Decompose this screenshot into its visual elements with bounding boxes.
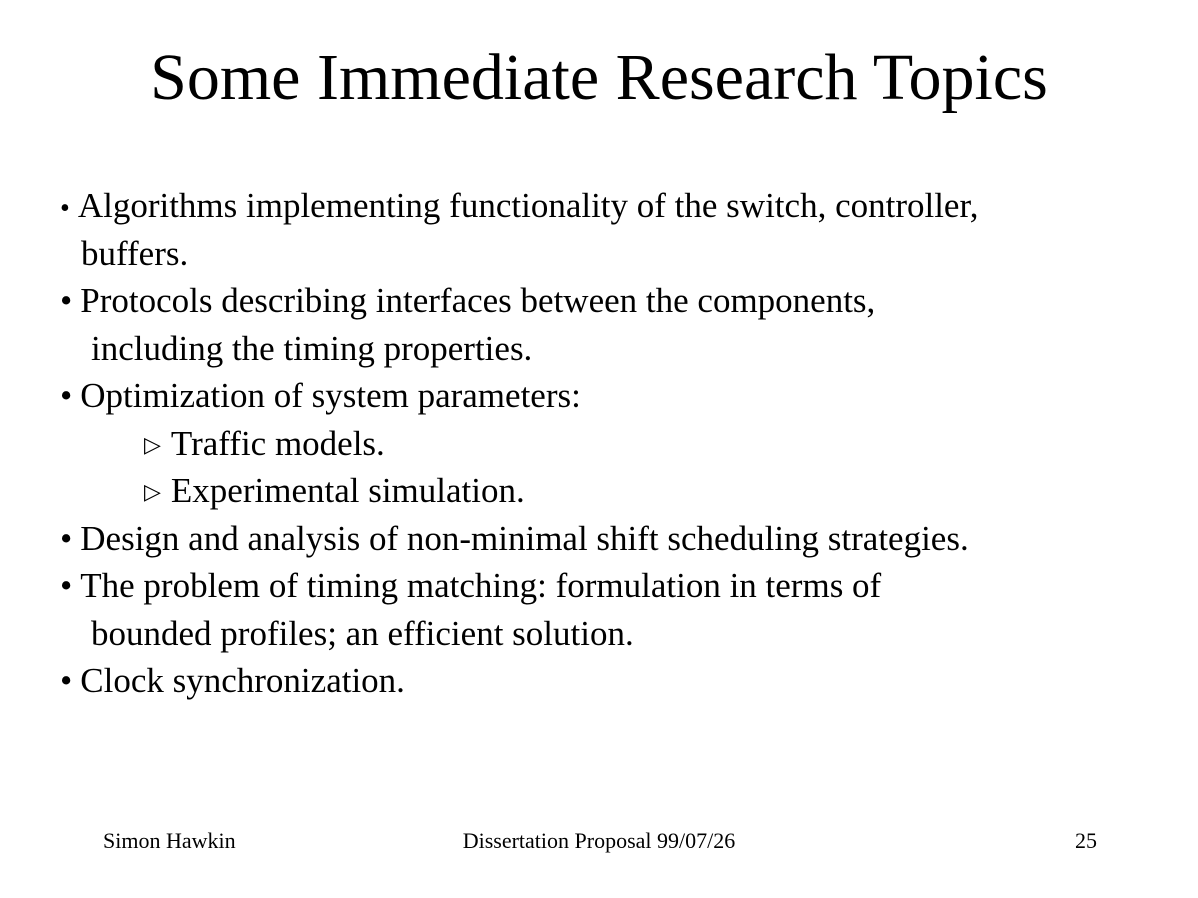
bullet-item-optimization (60, 372, 1170, 420)
bullet-text: Optimization of system parameters: (80, 376, 581, 415)
bullet-continuation (60, 325, 1170, 373)
bullet-icon: • (60, 661, 73, 700)
subitem-text: Traffic models. (170, 423, 385, 463)
bullet-icon: • (60, 193, 70, 224)
triangle-right-icon: ▷ (144, 432, 161, 458)
bullet-item-algorithms (60, 182, 1170, 230)
bullet-text: The problem of timing matching: formulation in terms of (80, 566, 882, 605)
bullet-icon: • (60, 566, 73, 605)
footer-page-number: 25 (1075, 828, 1097, 853)
bullet-continuation-text: buffers. (81, 233, 189, 273)
slide-title: Some Immediate Research Topics (150, 41, 1048, 114)
bullet-text: Protocols describing interfaces between the components, (80, 281, 876, 320)
footer-center-text: Dissertation Proposal 99/07/26 (462, 828, 736, 853)
bullet-continuation (60, 230, 1170, 278)
bullet-text: Algorithms implementing functionality of the switch, controller, (77, 186, 979, 225)
bullet-icon: • (60, 376, 73, 415)
bullet-item-timing-matching (60, 562, 1170, 610)
bullet-item-clock-sync (60, 657, 1170, 705)
bullet-text: Clock synchronization. (80, 661, 405, 700)
footer-author: Simon Hawkin (103, 828, 236, 853)
subitem-traffic-models (60, 420, 1170, 468)
bullet-item-design (60, 515, 1170, 563)
subitem-experimental-simulation (60, 467, 1170, 515)
bullet-icon: • (60, 518, 73, 558)
bullet-item-protocols (60, 277, 1170, 325)
subitem-text: Experimental simulation. (170, 471, 525, 510)
triangle-right-icon: ▷ (144, 480, 161, 505)
bullet-continuation-text: bounded profiles; an efficient solution. (91, 613, 634, 653)
bullet-icon: • (60, 281, 73, 320)
bullet-continuation (60, 610, 1170, 658)
bullet-text: Design and analysis of non-minimal shift scheduling strategies. (80, 518, 969, 558)
bullet-continuation-text: including the timing properties. (91, 328, 533, 368)
bullet-list (60, 182, 1170, 705)
